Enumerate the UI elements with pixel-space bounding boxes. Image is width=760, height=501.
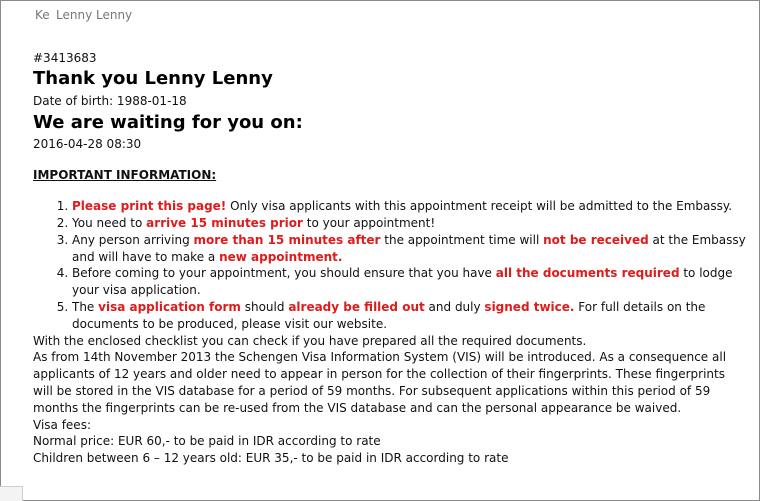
emphasis-text: already be filled out [288,299,425,314]
list-text: to your appointment! [302,215,436,230]
emphasis-text: signed twice. [484,299,575,314]
vis-paragraph: As from 14th November 2013 the Schengen Visa Information System (VIS) will be introduced. As a consequence all applicants of 12 years and older need to appear in person for the collection of their fingerprints. These fingerprints will be stored in the VIS database for a period of 59 months. For subsequent applications within this period of 59 months the fingerprints can be re-used from the VIS database and can the personal appearance be waived. [33,350,727,415]
checklist-paragraph: With the enclosed checklist you can check if you have prepared all the required documents. [33,333,587,348]
scroll-corner [0,486,23,501]
children-price: Children between 6 – 12 years old: EUR 35,- to be paid in IDR according to rate [33,451,509,466]
emphasis-text: visa application form [98,299,241,314]
reference-number: #3413683 [33,51,97,65]
appointment-datetime: 2016-04-28 08:30 [33,136,142,151]
important-heading: IMPORTANT INFORMATION: [33,168,217,183]
list-text: Before coming to your appointment, you should ensure that you have [72,266,496,281]
list-text: to lodge your visa application. [72,266,733,298]
important-list [33,198,748,332]
emphasis-text: new appointment. [219,249,343,264]
list-text: For full details on the documents to be produced, please visit our website. [72,299,706,331]
email-header [0,0,758,30]
list-item [72,215,748,232]
thank-you-heading: Thank you Lenny Lenny [33,67,273,89]
list-item [72,232,748,266]
list-text: The [72,299,99,314]
list-item [72,299,748,333]
list-text: You need to [72,215,147,230]
list-text: should [240,299,289,314]
fees-heading: Visa fees: [33,417,91,432]
emphasis-text: more than 15 minutes after [193,232,381,247]
emphasis-text: arrive 15 minutes prior [146,215,303,230]
recipient-name[interactable]: Lenny Lenny [56,8,133,22]
date-of-birth: Date of birth: 1988-01-18 [33,93,187,108]
emphasis-text: Please print this page! [72,199,227,214]
normal-price: Normal price: EUR 60,- to be paid in IDR according to rate [33,434,381,449]
list-text: Only visa applicants with this appointment receipt will be admitted to the Embassy. [226,199,733,214]
list-text: at the Embassy and will have to make a [72,232,746,264]
list-text: Any person arriving [72,232,194,247]
emphasis-text: all the documents required [495,266,680,281]
emphasis-text: not be received [543,232,649,247]
to-label: Ke [35,8,50,22]
list-item [72,265,748,299]
waiting-heading: We are waiting for you on: [33,111,303,133]
list-text: the appointment time will [380,232,544,247]
email-body [33,50,748,467]
list-text: and duly [424,299,485,314]
list-item [72,198,748,215]
